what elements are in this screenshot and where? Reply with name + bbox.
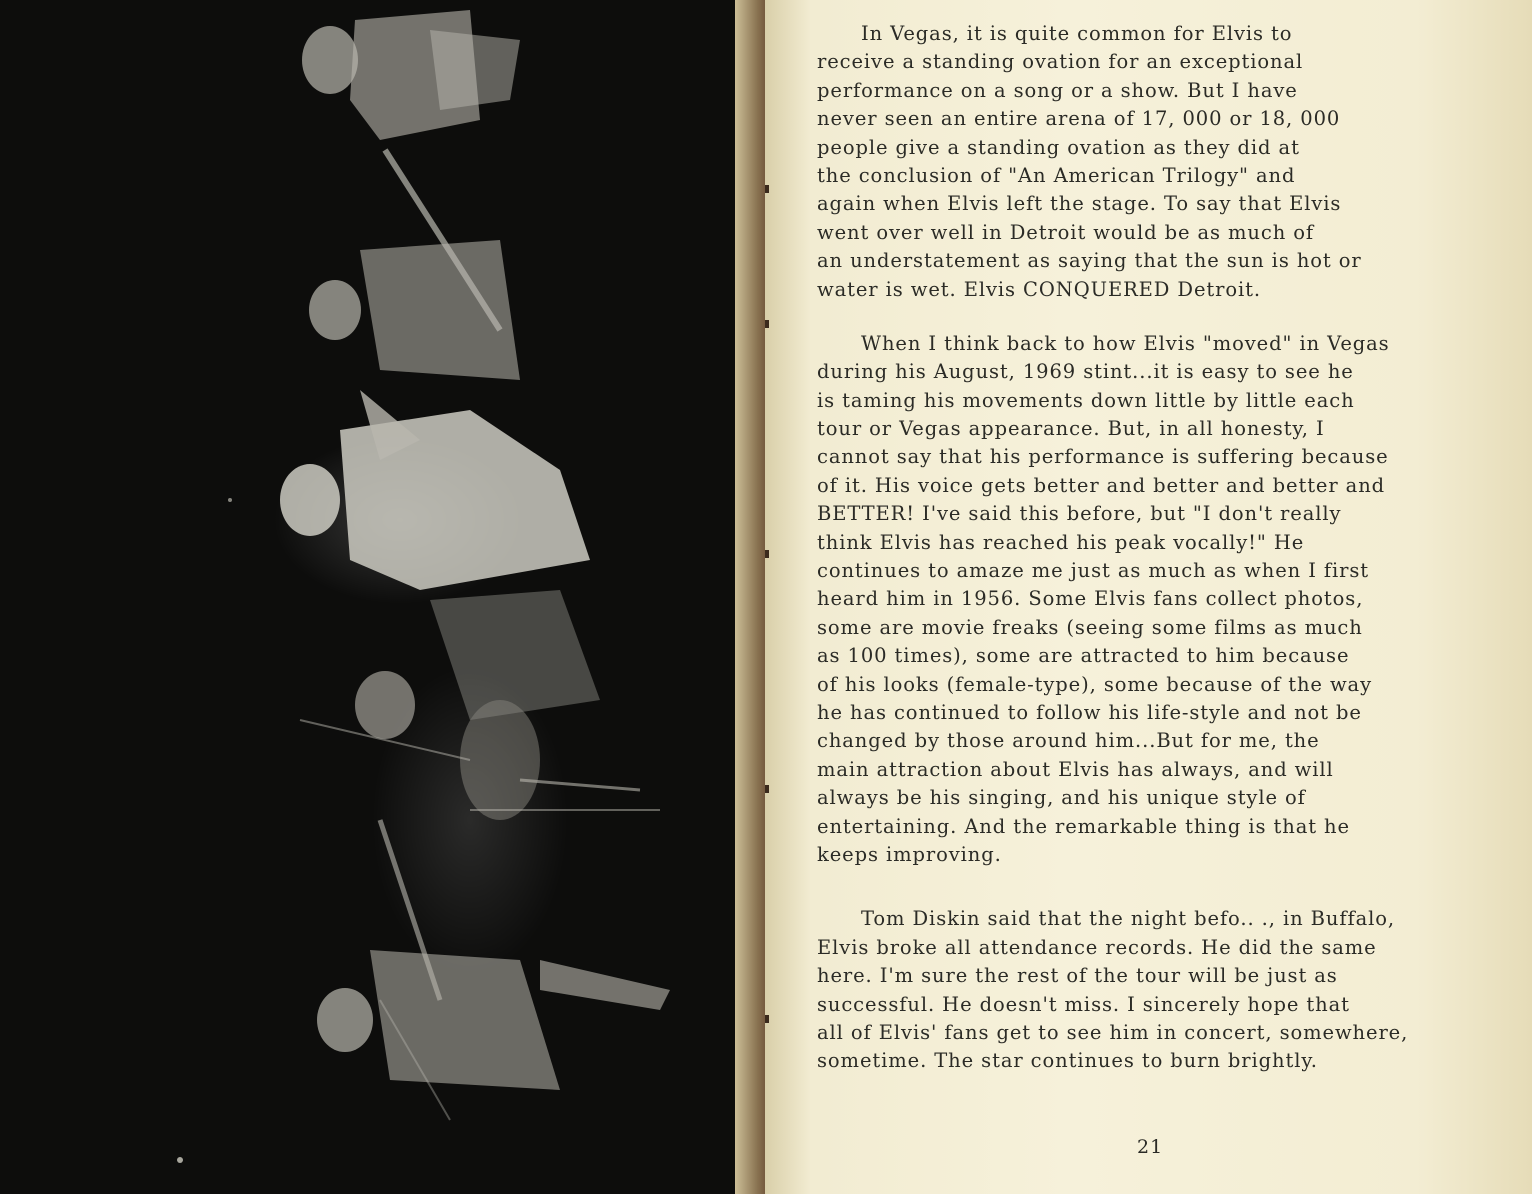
- concert-photo: [0, 0, 745, 1194]
- binding-mark: [765, 785, 769, 793]
- paragraph-moved: [817, 330, 1517, 869]
- right-page: [765, 0, 1532, 1194]
- text-line: of it. His voice gets better and better and better and: [817, 473, 1386, 497]
- text-line: here. I'm sure the rest of the tour will be just as: [817, 964, 1338, 988]
- text-line: water is wet. Elvis CONQUERED Detroit.: [817, 277, 1261, 301]
- text-line: continues to amaze me just as much as when I first: [817, 559, 1370, 583]
- text-line: heard him in 1956. Some Elvis fans collect photos,: [817, 587, 1364, 611]
- text-line: receive a standing ovation for an exceptional: [817, 50, 1304, 74]
- text-line: never seen an entire arena of 17, 000 or 18, 000: [817, 107, 1341, 131]
- text-line: successful. He doesn't miss. I sincerely hope that: [817, 992, 1350, 1016]
- text-line: main attraction about Elvis has always, and will: [817, 757, 1334, 781]
- text-line: think Elvis has reached his peak vocally!" He: [817, 530, 1305, 554]
- text-line: BETTER! I've said this before, but "I don't really: [817, 502, 1342, 526]
- text-line: of his looks (female-type), some because of the way: [817, 672, 1372, 696]
- text-line: entertaining. And the remarkable thing is that he: [817, 814, 1350, 838]
- text-line: all of Elvis' fans get to see him in concert, somewhere,: [817, 1020, 1409, 1044]
- text-line: the conclusion of "An American Trilogy" and: [817, 163, 1296, 187]
- binding-mark: [765, 1015, 769, 1023]
- text-line: sometime. The star continues to burn brightly.: [817, 1049, 1318, 1073]
- page-number: 21: [1137, 1136, 1164, 1158]
- text-line: When I think back to how Elvis "moved" in Vegas: [861, 331, 1390, 355]
- paragraph-vegas: [817, 20, 1517, 304]
- text-line: went over well in Detroit would be as much of: [817, 220, 1315, 244]
- page-text: [817, 20, 1517, 1076]
- binding-mark: [765, 185, 769, 193]
- text-line: is taming his movements down little by little each: [817, 388, 1355, 412]
- text-line: changed by those around him...But for me, the: [817, 729, 1320, 753]
- text-line: performance on a song or a show. But I have: [817, 78, 1298, 102]
- text-line: he has continued to follow his life-style and not be: [817, 700, 1362, 724]
- text-line: as 100 times), some are attracted to him because: [817, 644, 1350, 668]
- text-line: Tom Diskin said that the night befo.. ., in Buffalo,: [861, 907, 1395, 931]
- text-line: during his August, 1969 stint...it is easy to see he: [817, 360, 1354, 384]
- text-line: people give a standing ovation as they did at: [817, 135, 1300, 159]
- text-line: always be his singing, and his unique style of: [817, 786, 1306, 810]
- text-line: In Vegas, it is quite common for Elvis to: [861, 22, 1293, 45]
- concert-photo-icon: [0, 0, 745, 1194]
- text-line: an understatement as saying that the sun is hot or: [817, 249, 1362, 273]
- paragraph-diskin: [817, 905, 1517, 1075]
- text-line: tour or Vegas appearance. But, in all honesty, I: [817, 417, 1325, 441]
- text-line: keeps improving.: [817, 842, 1002, 866]
- left-page: [0, 0, 762, 1194]
- text-line: Elvis broke all attendance records. He did the same: [817, 935, 1377, 959]
- binding-mark: [765, 320, 769, 328]
- binding-mark: [765, 550, 769, 558]
- text-line: cannot say that his performance is suffering because: [817, 445, 1389, 469]
- text-line: some are movie freaks (seeing some films as much: [817, 615, 1363, 639]
- text-line: again when Elvis left the stage. To say that Elvis: [817, 192, 1342, 216]
